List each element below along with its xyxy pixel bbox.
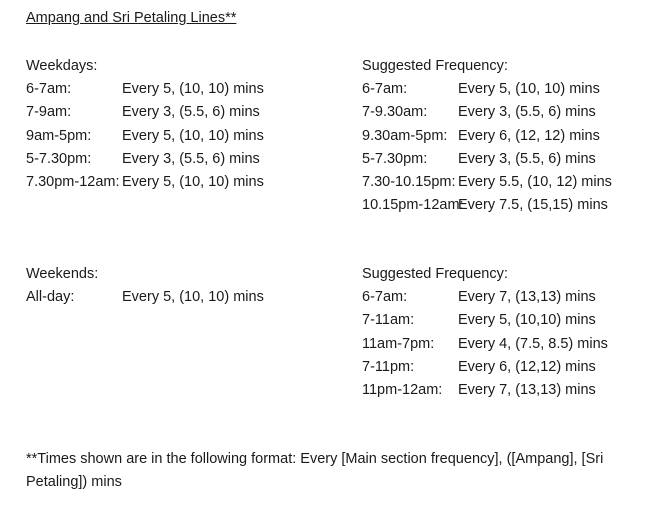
frequency: Every 4, (7.5, 8.5) mins — [458, 335, 608, 352]
frequency: Every 7, (13,13) mins — [458, 289, 596, 305]
frequency: Every 5, (10, 10) mins — [122, 81, 264, 97]
suggested-frequency-heading: Suggested Frequency: — [362, 266, 508, 282]
schedule-row — [362, 356, 596, 379]
frequency: Every 5, (10,10) mins — [458, 312, 596, 329]
time-range: 9.30am-5pm: — [362, 127, 448, 144]
time-range: 7-9am: — [26, 104, 72, 121]
schedule-row — [362, 101, 596, 124]
schedule-row — [26, 101, 260, 124]
schedule-row — [362, 148, 596, 171]
schedule-row — [26, 171, 264, 194]
schedule-row — [362, 125, 600, 148]
frequency: Every 5.5, (10, 12) mins — [458, 174, 612, 191]
schedule-row — [362, 78, 600, 101]
time-range: 7-9.30am: — [362, 104, 428, 121]
frequency: Every 3, (5.5, 6) mins — [458, 150, 596, 167]
suggested-frequency-heading: Suggested Frequency: — [362, 58, 508, 74]
time-range: 9am-5pm: — [26, 127, 92, 144]
time-range: 11pm-12am: — [362, 382, 443, 399]
time-range: 6-7am: — [362, 289, 408, 305]
format-footnote: **Times shown are in the following format: Every [Main section frequency], ([Ampang], [Sri Petaling]) mins — [26, 451, 604, 490]
suggested-weekdays-schedule — [362, 55, 612, 218]
time-range: 5-7.30pm: — [362, 150, 428, 167]
time-range: 6-7am: — [362, 81, 408, 97]
frequency: Every 3, (5.5, 6) mins — [458, 104, 596, 121]
schedule-row — [26, 125, 264, 148]
weekends-schedule — [26, 263, 264, 309]
frequency: Every 6, (12,12) mins — [458, 358, 596, 375]
document-title: Ampang and Sri Petaling Lines** — [26, 10, 237, 26]
time-range: 7.30pm-12am: — [26, 174, 120, 191]
frequency: Every 3, (5.5, 6) mins — [122, 104, 260, 121]
time-range: 5-7.30pm: — [26, 150, 92, 167]
suggested-weekends-schedule — [362, 263, 608, 402]
schedule-row — [26, 286, 264, 309]
weekdays-schedule — [26, 55, 264, 194]
frequency: Every 5, (10, 10) mins — [122, 289, 264, 305]
frequency: Every 5, (10, 10) mins — [458, 81, 600, 97]
time-range: 10.15pm-12am: — [362, 197, 464, 214]
weekdays-heading: Weekdays: — [26, 58, 98, 74]
time-range: 6-7am: — [26, 81, 72, 97]
frequency: Every 5, (10, 10) mins — [122, 174, 264, 191]
time-range: 11am-7pm: — [362, 335, 435, 352]
schedule-row — [362, 194, 608, 217]
schedule-row — [26, 148, 260, 171]
weekends-heading: Weekends: — [26, 266, 99, 282]
schedule-row — [362, 379, 596, 402]
schedule-row — [362, 286, 596, 309]
frequency: Every 5, (10, 10) mins — [122, 127, 264, 144]
frequency: Every 6, (12, 12) mins — [458, 127, 600, 144]
frequency: Every 7.5, (15,15) mins — [458, 197, 608, 214]
time-range: 7-11pm: — [362, 358, 415, 375]
schedule-row — [26, 78, 264, 101]
time-range: 7.30-10.15pm: — [362, 174, 456, 191]
time-range: 7-11am: — [362, 312, 415, 329]
schedule-row — [362, 171, 612, 194]
schedule-row — [362, 309, 596, 332]
frequency: Every 7, (13,13) mins — [458, 382, 596, 399]
time-range: All-day: — [26, 289, 75, 305]
frequency: Every 3, (5.5, 6) mins — [122, 150, 260, 167]
schedule-row — [362, 333, 608, 356]
